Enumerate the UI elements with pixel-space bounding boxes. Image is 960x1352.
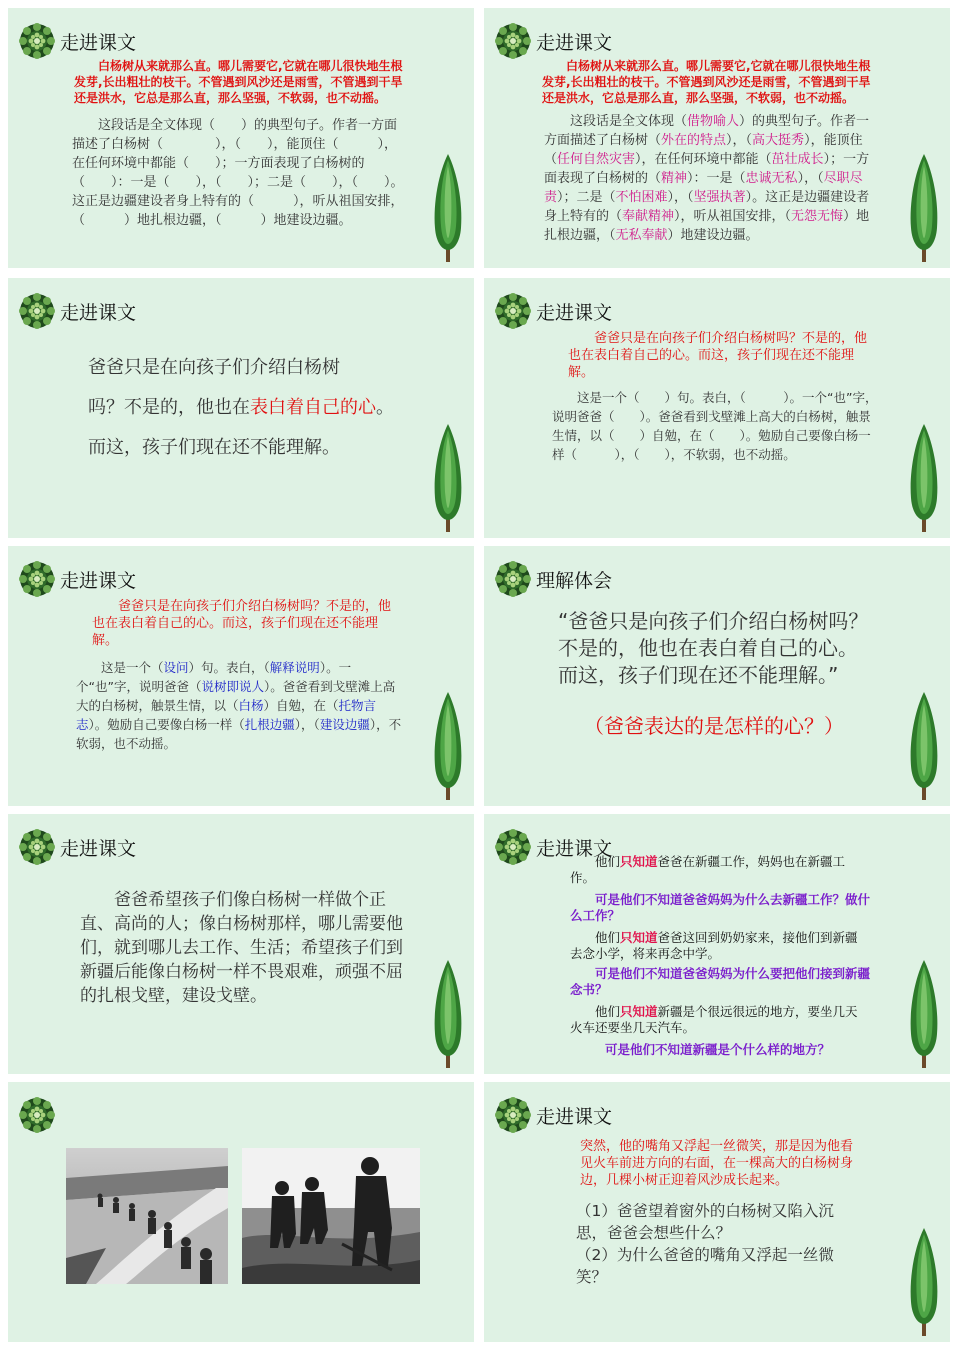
answer-paragraph: 这段话是全文体现（借物喻人）的典型句子。作者一方面描述了白杨树（外在的特点），（高大挺秀），能顶住（任何自然灾害），在任何环境中都能（茁壮成长）；一方面表现了白杨树的（精神）：一是（忠诚无私），（尽职尽责）；二是（不怕困难），（坚强执著）。这正是边疆建设者身上特有的（奉献精神），听从祖国安排，（无怨无悔）地扎根边疆，（无私奉献）地建设边疆。 [544,114,870,243]
flower-logo-icon [494,560,532,598]
flower-logo-icon [18,560,56,598]
poplar-tree-icon [432,960,464,1068]
slide-title: 走进课文 [60,302,137,324]
slide-6 [484,546,950,806]
slide-2 [484,8,950,268]
statement-2: 他们只知道爸爸这回到奶奶家来，接他们到新疆去念小学，将来再念中学。 [570,930,858,961]
slide-title: 走进课文 [536,1106,613,1128]
question-1: 可是他们不知道爸爸妈妈为什么去新疆工作？做什么工作？ [570,892,871,923]
slide-5 [8,546,474,806]
slide-title: 走进课文 [536,838,613,860]
quote-text: 突然，他的嘴角又浮起一丝微笑，那是因为他看见火车前进方向的右面，在一棵高大的白杨树身边，几棵小树正迎着风沙成长起来。 [580,1139,854,1188]
main-text: 爸爸只是在向孩子们介绍白杨树 吗？不是的，他也在表白着自己的心。 而这，孩子们现在还不能理解。 [88,357,394,458]
poplar-tree-icon [432,692,464,800]
fill-blank-paragraph: 这段话是全文体现（ ）的典型句子。作者一方面描述了白杨树（ ），（ ），能顶住（ ），在任何环境中都能（ ）；一方面表现了白杨树的（ ）：一是（ ），（ ）；二是（ ），（ ）。这正是边疆建设者身上特有的（ ），听从祖国安排，（ ）地扎根边疆，（ ）地建设边疆。 [72,118,404,228]
question-3: 可是他们不知道新疆是个什么样的地方？ [605,1042,831,1057]
statement-3: 他们只知道新疆是个很远很远的地方，要坐几天火车还要坐几天汽车。 [570,1004,858,1035]
flower-logo-icon [18,22,56,60]
slide-8 [484,814,950,1074]
question-text: （爸爸表达的是怎样的心？） [584,714,844,738]
historical-photo-workers-snow [66,1148,228,1284]
flower-logo-icon [18,828,56,866]
poplar-tree-icon [432,424,464,532]
flower-logo-icon [494,292,532,330]
quote-text: 爸爸只是在向孩子们介绍白杨树吗？不是的，他也在表白着自己的心。而这，孩子们现在还不能理解。 [568,331,868,380]
slide-title: 走进课文 [60,32,137,54]
main-text: 爸爸希望孩子们像白杨树一样做个正直、高尚的人；像白杨树那样，哪儿需要他们，就到哪儿去工作、生活；希望孩子们到新疆后能像白杨树一样不畏艰难，顽强不屈的扎根戈壁，建设戈壁。 [80,890,403,1006]
slide-title: 走进课文 [536,32,613,54]
poplar-tree-icon [432,154,464,262]
flower-logo-icon [494,22,532,60]
quote-text: 白杨树从来就那么直。哪儿需要它,它就在哪儿很快地生根发芽,长出粗壮的枝干。不管遇到风沙还是雨雪，不管遇到干旱还是洪水，它总是那么直，那么坚强，不软弱，也不动摇。 [542,59,871,105]
fill-blank-paragraph: 这是一个（ ）句。表白，（ ）。一个“也”字，说明爸爸（ ）。爸爸看到戈壁滩上高大的白杨树，触景生情，以（ ）自勉，在（ ）。勉励自己要像白杨一样（ ），（ ），不软弱，也不动摇。 [552,390,878,462]
answer-paragraph: 这是一个（设问）句。表白，（解释说明）。一个“也”字，说明爸爸（说树即说人）。爸爸看到戈壁滩上高大的白杨树，触景生情，以（白杨）自勉，在（托物言志）。勉励自己要像白杨一样（扎根边疆），（建设边疆），不软弱，也不动摇。 [76,660,402,751]
slide-title: 走进课文 [60,838,137,860]
questions [576,1200,864,1288]
quote-text: 白杨树从来就那么直。哪儿需要它,它就在哪儿很快地生根发芽,长出粗壮的枝干。不管遇到风沙还是雨雪，不管遇到干旱还是洪水，它总是那么直，那么坚强，不软弱，也不动摇。 [74,59,403,105]
statement-1: 他们只知道爸爸在新疆工作，妈妈也在新疆工作。 [570,854,846,885]
question-1: （1）爸爸望着窗外的白杨树又陷入沉思，爸爸会想些什么？ [576,1202,834,1242]
slide-title: 理解体会 [536,570,613,592]
quoted-sentence: “爸爸只是向孩子们介绍白杨树吗？不是的，他也在表白着自己的心。而这，孩子们现在还不能理解。” [558,609,869,687]
quote-text: 爸爸只是在向孩子们介绍白杨树吗？不是的，他也在表白着自己的心。而这，孩子们现在还不能理解。 [92,599,392,648]
slide-3 [8,278,474,538]
slide-7 [8,814,474,1074]
question-2: （2）为什么爸爸的嘴角又浮起一丝微笑？ [576,1246,834,1286]
knowledge-list [570,854,870,1058]
poplar-tree-icon [908,960,940,1068]
question-2: 可是他们不知道爸爸妈妈为什么要把他们接到新疆念书？ [570,966,871,997]
poplar-tree-icon [908,1228,940,1336]
historical-photo-workers-digging [242,1148,420,1284]
flower-logo-icon [18,1096,56,1134]
slide-1 [8,8,474,268]
flower-logo-icon [494,828,532,866]
flower-logo-icon [494,1096,532,1134]
poplar-tree-icon [908,424,940,532]
flower-logo-icon [18,292,56,330]
slide-9 [8,1082,474,1342]
slide-title: 走进课文 [60,570,137,592]
poplar-tree-icon [908,692,940,800]
slide-title: 走进课文 [536,302,613,324]
slide-4 [484,278,950,538]
poplar-tree-icon [908,154,940,262]
slide-10 [484,1082,950,1342]
